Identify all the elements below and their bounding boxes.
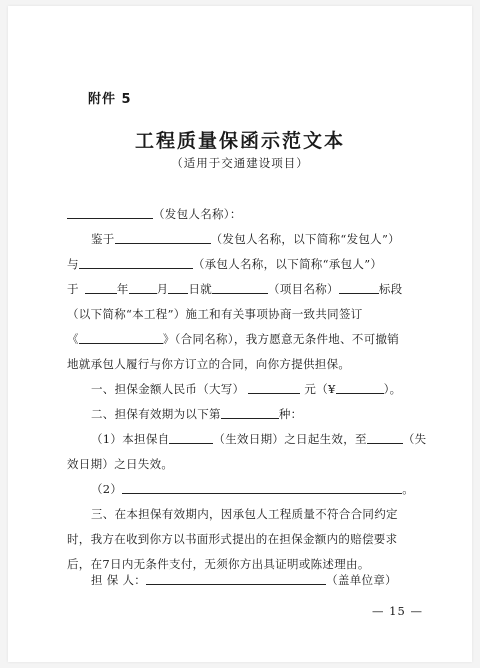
intro-line-5 bbox=[67, 331, 437, 347]
option1-effective: （生效日期）之日起生效，至 bbox=[213, 432, 367, 446]
date-month: 月 bbox=[156, 282, 169, 296]
day-blank[interactable] bbox=[168, 281, 188, 294]
clause3-line-3: 后，在7日内无条件支付，无须你方出具证明或陈述理由。 bbox=[67, 557, 370, 571]
option1-line-2: 效日期）之日失效。 bbox=[67, 457, 174, 471]
guarantor-blank[interactable] bbox=[146, 572, 326, 585]
project-note: （项目名称） bbox=[268, 282, 339, 296]
amount-line bbox=[67, 381, 437, 397]
option1-expire-a: （失 bbox=[402, 432, 427, 446]
page-number: — 15 — bbox=[372, 604, 423, 618]
option2-end: 。 bbox=[402, 482, 415, 496]
option2-label: （2） bbox=[91, 482, 123, 496]
option2-line bbox=[67, 481, 437, 497]
employer-name-blank[interactable] bbox=[67, 206, 153, 219]
amount-number-blank[interactable] bbox=[336, 381, 384, 394]
attachment-label: 附件 5 bbox=[88, 92, 132, 107]
expiry-date-blank[interactable] bbox=[367, 431, 403, 444]
employer-line bbox=[67, 206, 437, 222]
date-year: 年 bbox=[116, 282, 129, 296]
option2-blank[interactable] bbox=[122, 481, 402, 494]
option1-line bbox=[67, 431, 437, 447]
year-blank[interactable] bbox=[85, 281, 117, 294]
clause3-line-2: 时，我方在收到你方以书面形式提出的在担保金额内的赔偿要求 bbox=[67, 532, 398, 546]
contract-name-blank[interactable] bbox=[79, 331, 163, 344]
employer-label: （发包人名称）： bbox=[153, 207, 242, 221]
document-subtitle: （适用于交通建设项目） bbox=[171, 156, 309, 170]
option1-label: （1）本担保自 bbox=[91, 432, 170, 446]
amount-words-blank[interactable] bbox=[248, 381, 300, 394]
document-title: 工程质量保函示范文本 bbox=[134, 130, 345, 152]
section-blank[interactable] bbox=[339, 281, 379, 294]
period-label: 二、担保有效期为以下第 bbox=[91, 407, 221, 421]
effective-date-blank[interactable] bbox=[169, 431, 213, 444]
guarantor-label: 担 保 人： bbox=[91, 573, 147, 587]
intro-employer-note: （发包人名称，以下简称“发包人”） bbox=[210, 232, 400, 246]
date-yu: 于 bbox=[67, 282, 79, 296]
date-day: 日就 bbox=[188, 282, 213, 296]
intro-yu: 与 bbox=[67, 257, 79, 271]
employer-blank[interactable] bbox=[115, 231, 211, 244]
contract-open: 《 bbox=[67, 332, 79, 346]
period-option-blank[interactable] bbox=[221, 406, 279, 419]
amount-yuan: 元（¥ bbox=[304, 382, 336, 396]
period-kind: 种： bbox=[278, 407, 303, 421]
period-line bbox=[67, 406, 437, 422]
project-name-blank[interactable] bbox=[212, 281, 268, 294]
guarantor-line bbox=[67, 572, 437, 588]
intro-line-2 bbox=[67, 256, 437, 272]
clause3-line-1: 三、在本担保有效期内，因承包人工程质量不符合合同约定 bbox=[91, 507, 398, 521]
month-blank[interactable] bbox=[129, 281, 157, 294]
seal-note: （盖单位章） bbox=[326, 573, 397, 587]
intro-line-4: （以下简称“本工程”）施工和有关事项协商一致共同签订 bbox=[67, 307, 363, 321]
contractor-blank[interactable] bbox=[79, 256, 193, 269]
contract-close: 》（合同名称），我方愿意无条件地、不可撤销 bbox=[162, 332, 400, 346]
intro-contractor-note: （承包人名称，以下简称“承包人”） bbox=[192, 257, 383, 271]
amount-close: ）。 bbox=[383, 382, 402, 396]
section-label: 标段 bbox=[378, 282, 403, 296]
intro-line-3 bbox=[67, 281, 437, 297]
amount-label: 一、担保金额人民币（大写） bbox=[91, 382, 245, 396]
intro-line-1 bbox=[67, 231, 437, 247]
intro-line-6: 地就承包人履行与你方订立的合同，向你方提供担保。 bbox=[67, 357, 351, 371]
intro-jianyu: 鉴于 bbox=[91, 232, 115, 246]
